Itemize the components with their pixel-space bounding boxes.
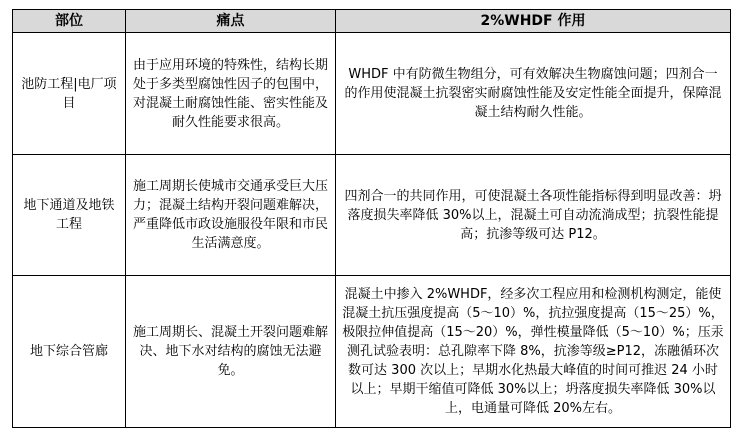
cell-pain: 由于应用环境的特殊性，结构长期处于多类型腐蚀性因子的包围中，对混凝土耐腐蚀性能、密实性能及耐久性能要求很高。 (126, 33, 336, 155)
table-body (13, 33, 731, 428)
cell-part: 地下综合管廊 (13, 276, 126, 428)
cell-effect: 四剂合一的共同作用，可使混凝土各项性能指标得到明显改善：坍落度损失率降低 30%以上，混凝土可自动流淌成型；抗裂性能提高；抗渗等级可达 P12。 (336, 155, 731, 276)
application-table (12, 9, 731, 428)
table-row (13, 276, 731, 428)
table-header (13, 10, 731, 33)
header-effect: 2%WHDF 作用 (336, 10, 731, 33)
header-row (13, 10, 731, 33)
cell-effect: WHDF 中有防微生物组分，可有效解决生物腐蚀问题；四剂合一的作用使混凝土抗裂密实耐腐蚀性能及安定性能全面提升，保障混凝土结构耐久性能。 (336, 33, 731, 155)
cell-part: 池防工程|电厂项目 (13, 33, 126, 155)
cell-pain: 施工周期长使城市交通承受巨大压力；混凝土结构开裂问题难解决，严重降低市政设施服役年限和市民生活满意度。 (126, 155, 336, 276)
table-row (13, 33, 731, 155)
cell-part: 地下通道及地铁工程 (13, 155, 126, 276)
header-pain: 痛点 (126, 10, 336, 33)
cell-effect: 混凝土中掺入 2%WHDF，经多次工程应用和检测机构测定，能使混凝土抗压强度提高（5～10）%，抗拉强度提高（15～25）%，极限拉伸值提高（15～20）%，弹性模量降低（5～10）%；压汞测孔试验表明：总孔隙率下降 8%，抗渗等级≥P12，冻融循环次数可达 300 次以上；早期水化热最大峰值的时间可推迟 24 小时以上；早期干缩值可降低 30%以上；坍落度损失率降低 30%以上，电通量可降低 20%左右。 (336, 276, 731, 428)
cell-pain: 施工周期长、混凝土开裂问题难解决、地下水对结构的腐蚀无法避免。 (126, 276, 336, 428)
table-row (13, 155, 731, 276)
header-part: 部位 (13, 10, 126, 33)
